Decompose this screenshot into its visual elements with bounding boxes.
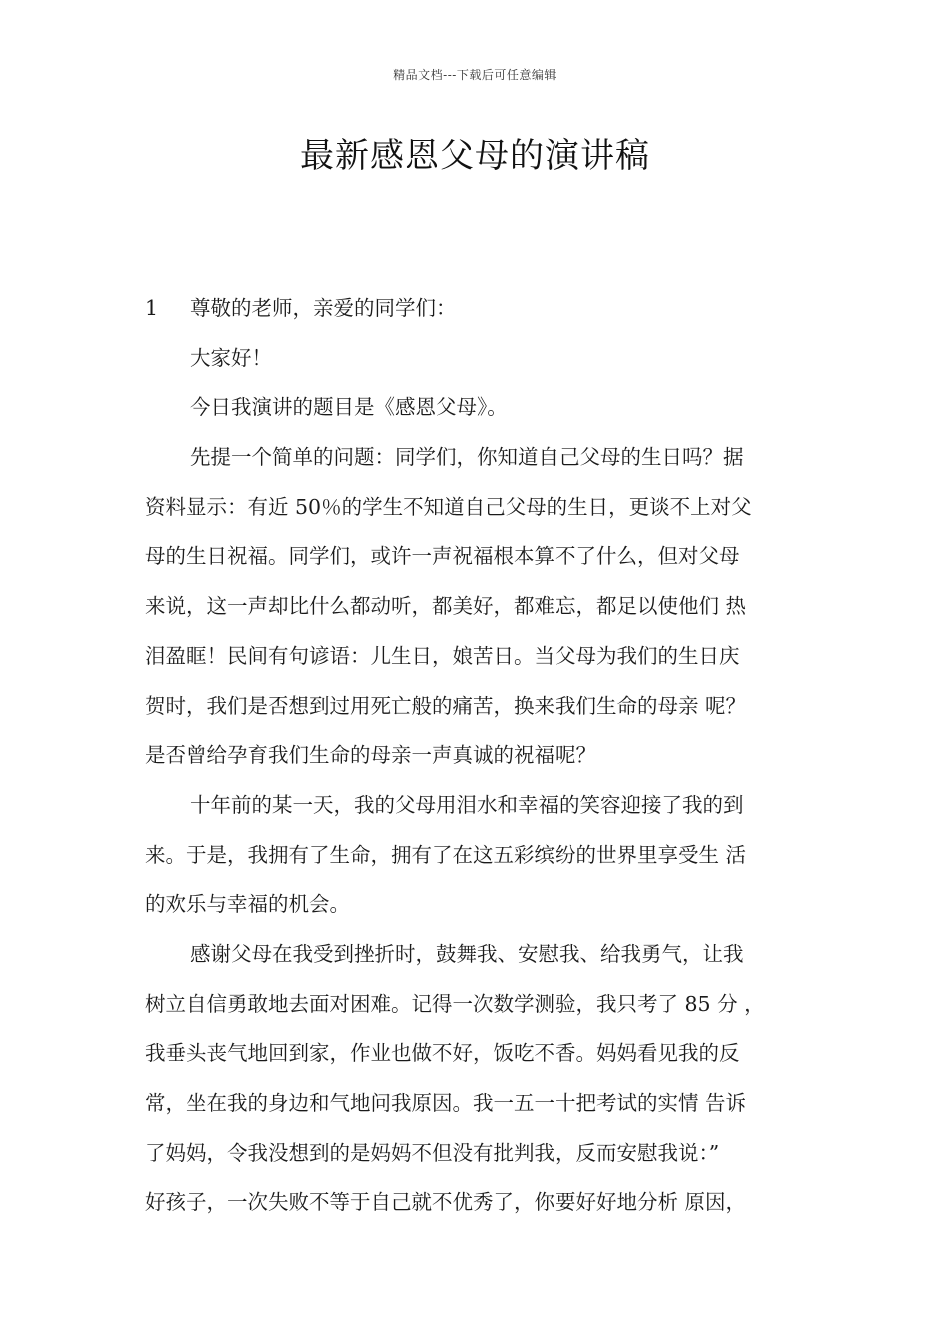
text-line: 树立自信勇敢地去面对困难。记得一次数学测验，我只考了 85 分 ， xyxy=(145,991,765,1016)
text-line: 的欢乐与幸福的机会。 xyxy=(145,892,350,917)
text-line: 了妈妈，令我没想到的是妈妈不但没有批判我，反而安慰我说：” xyxy=(145,1140,720,1165)
greeting-line xyxy=(145,284,810,334)
text-line: 母的生日祝福。同学们，或许一声祝福根本算不了什么，但对父母 xyxy=(145,544,740,569)
text-line: 是否曾给孕育我们生命的母亲一声真诚的祝福呢？ xyxy=(145,743,596,768)
text-line: 贺时，我们是否想到过用死亡般的痛苦，换来我们生命的母亲 呢？ xyxy=(145,693,747,718)
greeting-text: 尊敬的老师，亲爱的同学们： xyxy=(190,296,457,320)
text-line: 感谢父母在我受到挫折时，鼓舞我、安慰我、给我勇气，让我 xyxy=(190,941,744,966)
list-number: 1 xyxy=(145,296,159,320)
text-line: 好孩子，一次失败不等于自己就不优秀了，你要好好地分析 原因， xyxy=(145,1190,747,1215)
text-line: 来。于是，我拥有了生命，拥有了在这五彩缤纷的世界里享受生 活 xyxy=(145,842,747,867)
text-line: 常，坐在我的身边和气地问我原因。我一五一十把考试的实情 告诉 xyxy=(145,1091,747,1115)
text-line: 十年前的某一天，我的父母用泪水和幸福的笑容迎接了我的到 xyxy=(190,792,744,817)
text-line: 先提一个简单的问题：同学们，你知道自己父母的生日吗？据 xyxy=(190,445,744,470)
text-line: 来说，这一声却比什么都动听，都美好，都难忘，都足以使他们 热 xyxy=(145,594,747,619)
text-line: 大家好！ xyxy=(190,345,272,370)
header-note: 精品文档---下载后可任意编辑 xyxy=(393,68,557,82)
text-line: 资料显示：有近 50％的学生不知道自己父母的生日，更谈不上对父 xyxy=(145,494,752,519)
document-body xyxy=(145,284,810,1228)
text-line: 我垂头丧气地回到家，作业也做不好，饭吃不香。妈妈看见我的反 xyxy=(145,1041,740,1066)
text-line: 泪盈眶！民间有句谚语：儿生日，娘苦日。当父母为我们的生日庆 xyxy=(145,643,740,668)
text-line: 今日我演讲的题目是《感恩父母》。 xyxy=(190,395,508,420)
document-title: 最新感恩父母的演讲稿 xyxy=(300,136,650,176)
